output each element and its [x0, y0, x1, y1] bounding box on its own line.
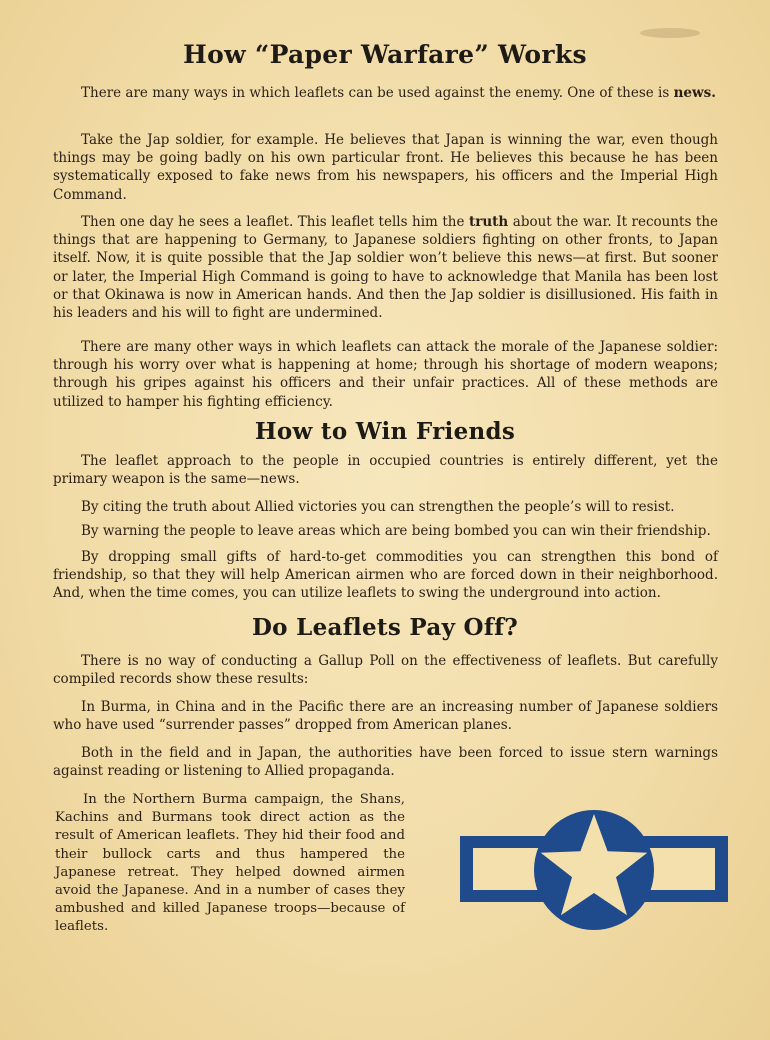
paragraph-truth-c: about the war. It recounts the things that are happening to Germany, to Japanese soldiers fighting on other fronts, to Japan itself. Now, it is quite possible that the Jap soldier won’t believe this news—at first. But sooner or later, the Imperial High Command is going to have to acknowledge that Manila has been lost or that Okinawa is now in American hands. And then the Jap soldier is disillusioned. His faith in his leaders and his will to fight are undermined.	[53, 214, 719, 322]
paper-stain	[640, 28, 700, 38]
paragraph-truth-a: Then one day he sees a leaflet. This leaflet tells him the	[81, 214, 465, 230]
paragraph-small-gifts: By dropping small gifts of hard-to-get commodities you can strengthen this bond of friendship, so that they will help American airmen who are forced down in their neighborhood. And, when the time comes, you can utilize leaflets to swing the underground into action.	[53, 549, 718, 602]
paragraph-burma-china: In Burma, in China and in the Pacific there are an increasing number of Japanese soldiers who have used “surrender passes” dropped from American planes.	[53, 699, 718, 734]
heading-win-friends: How to Win Friends	[254, 418, 516, 445]
bold-truth: truth	[469, 214, 509, 230]
heading-pay-off: Do Leaflets Pay Off?	[251, 614, 519, 641]
paragraph-ways	[53, 84, 718, 102]
paragraph-warning-people: By warning the people to leave areas which are being bombed you can win their friendship.	[81, 523, 711, 539]
paragraph-gallup: There is no way of conducting a Gallup Poll on the effectiveness of leaflets. But carefully compiled records show these results:	[53, 653, 718, 688]
paragraph-morale: There are many other ways in which leaflets can attack the morale of the Japanese soldier: through his worry over what is happening at home; through his shortage of modern weapons; through his gripes against his officers and their unfair practices. All of these methods are utilized to hamper his fighting efficiency.	[53, 339, 718, 410]
paragraph-authorities: Both in the field and in Japan, the authorities have been forced to issue stern warnings against reading or listening to Allied propaganda.	[53, 745, 718, 780]
paragraph-northern-burma: In the Northern Burma campaign, the Shans, Kachins and Burmans took direct action as the result of American leaflets. They hid their food and their bullock carts and thus hampered the Japanese retreat. They helped downed airmen avoid the Japanese. And in a number of cases they ambushed and killed Japanese troops—because of leaflets.	[55, 792, 405, 935]
paragraph-leaflet-approach: The leaflet approach to the people in occupied countries is entirely different, yet the primary weapon is the same—news.	[53, 453, 718, 488]
bold-news: news.	[673, 85, 716, 101]
paragraph-citing-truth: By citing the truth about Allied victories you can strengthen the people’s will to resist.	[81, 499, 675, 515]
star-insignia-icon	[460, 810, 728, 930]
paragraph-jap-soldier: Take the Jap soldier, for example. He believes that Japan is winning the war, even though things may be going badly on his own particular front. He believes this because he has been systematically exposed to fake news from his newspapers, his officers and the Imperial High Command.	[53, 132, 718, 203]
heading-paper-warfare: How “Paper Warfare” Works	[183, 40, 587, 69]
paragraph-ways-text: There are many ways in which leaflets can be used against the enemy. One of these is	[81, 85, 670, 101]
paragraph-leaflet-truth	[53, 213, 718, 322]
